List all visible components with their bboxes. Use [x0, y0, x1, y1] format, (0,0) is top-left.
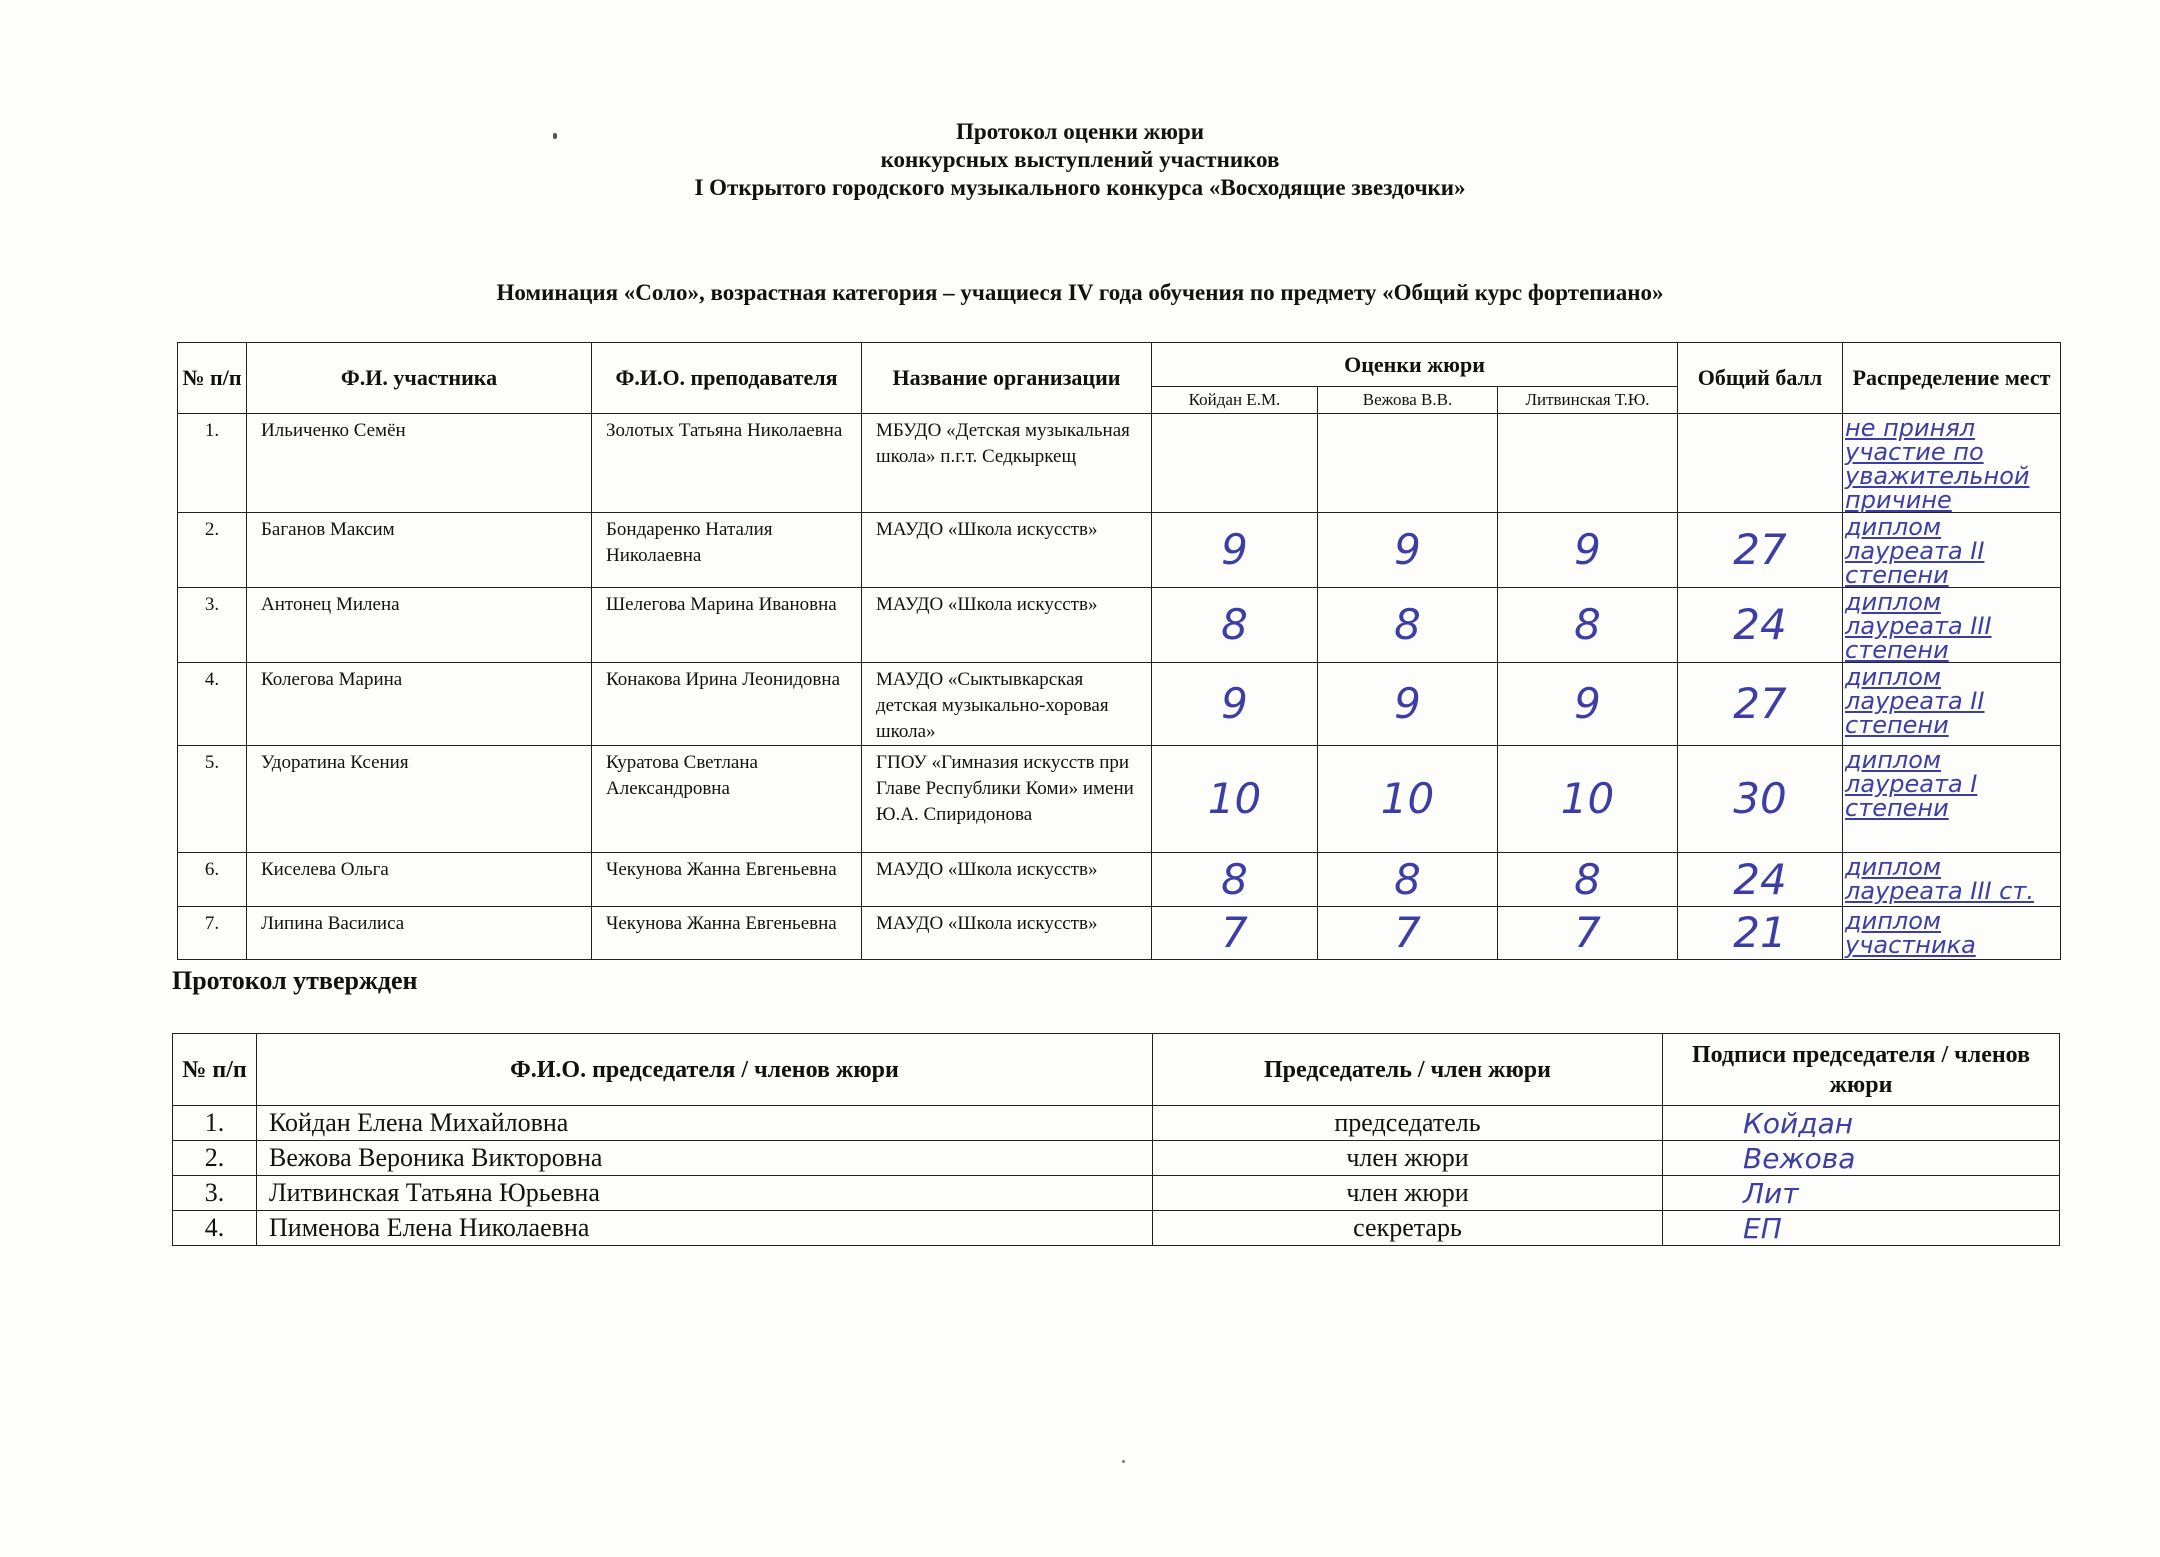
score-juror-1: 10 [1152, 746, 1318, 853]
place-award-text: диплом лауреата III ст. [1845, 853, 2034, 905]
nomination-heading: Номинация «Соло», возрастная категория – учащиеся IV года обучения по предмету «Общий курс фортепиано» [496, 280, 1664, 305]
organization-name: МАУДО «Школа искусств» [862, 907, 1152, 960]
place-award [1843, 414, 2061, 513]
participant-name: Удоратина Ксения [247, 746, 592, 853]
score-juror-2: 9 [1318, 663, 1498, 746]
score-juror-2: 8 [1318, 588, 1498, 663]
participant-name: Ильиченко Семён [247, 414, 592, 513]
score-juror-1: 8 [1152, 588, 1318, 663]
score-juror-1 [1152, 414, 1318, 513]
title-line-3: I Открытого городского музыкального конкурса «Восходящие звездочки» [694, 175, 1466, 200]
row-num: 2. [178, 513, 247, 588]
score-juror-1: 7 [1152, 907, 1318, 960]
score-juror-2 [1318, 414, 1498, 513]
stray-dot [1122, 1460, 1125, 1463]
jury-row [173, 1211, 2060, 1246]
jury-num: 2. [173, 1141, 257, 1176]
header-place: Распределение мест [1843, 343, 2061, 414]
place-award [1843, 907, 2061, 960]
jury-name: Вежова Вероника Викторовна [257, 1141, 1153, 1176]
document-title [0, 118, 2160, 202]
jury-header-role: Председатель / член жюри [1153, 1034, 1663, 1106]
row-num: 1. [178, 414, 247, 513]
header-juror-3: Литвинская Т.Ю. [1498, 387, 1678, 414]
place-award [1843, 513, 2061, 588]
participant-name: Липина Василиса [247, 907, 592, 960]
header-scores: Оценки жюри [1152, 343, 1678, 387]
total-score: 30 [1678, 746, 1843, 853]
score-juror-3: 10 [1498, 746, 1678, 853]
organization-name: МАУДО «Школа искусств» [862, 588, 1152, 663]
score-juror-2: 7 [1318, 907, 1498, 960]
row-num: 7. [178, 907, 247, 960]
teacher-name: Золотых Татьяна Николаевна [592, 414, 862, 513]
table-row [178, 588, 2061, 663]
table-row [178, 907, 2061, 960]
row-num: 4. [178, 663, 247, 746]
organization-name: ГПОУ «Гимназия искусств при Главе Республики Коми» имени Ю.А. Спиридонова [862, 746, 1152, 853]
title-line-1: Протокол оценки жюри [956, 119, 1204, 144]
teacher-name: Чекунова Жанна Евгеньевна [592, 907, 862, 960]
jury-num: 4. [173, 1211, 257, 1246]
signature: Вежова [1663, 1141, 2060, 1176]
jury-row [173, 1106, 2060, 1141]
jury-table [172, 1033, 2060, 1246]
place-award-text: диплом лауреата I степени [1845, 746, 1978, 822]
jury-name: Литвинская Татьяна Юрьевна [257, 1176, 1153, 1211]
total-score [1678, 414, 1843, 513]
place-award-text: диплом лауреата III степени [1845, 588, 1992, 664]
jury-name: Пименова Елена Николаевна [257, 1211, 1153, 1246]
score-juror-3: 9 [1498, 663, 1678, 746]
score-juror-3: 7 [1498, 907, 1678, 960]
jury-header-name: Ф.И.О. председателя / членов жюри [257, 1034, 1153, 1106]
header-juror-1: Койдан Е.М. [1152, 387, 1318, 414]
score-juror-2: 10 [1318, 746, 1498, 853]
jury-name: Койдан Елена Михайловна [257, 1106, 1153, 1141]
table-row [178, 513, 2061, 588]
row-num: 6. [178, 853, 247, 907]
total-score: 24 [1678, 853, 1843, 907]
place-award [1843, 588, 2061, 663]
place-award [1843, 746, 2061, 853]
jury-role: председатель [1153, 1106, 1663, 1141]
table-row [178, 414, 2061, 513]
row-num: 3. [178, 588, 247, 663]
header-total: Общий балл [1678, 343, 1843, 414]
organization-name: МАУДО «Сыктывкарская детская музыкально-хоровая школа» [862, 663, 1152, 746]
score-juror-3: 8 [1498, 588, 1678, 663]
table-row [178, 746, 2061, 853]
jury-header-signature: Подписи председателя / членов жюри [1663, 1034, 2060, 1106]
jury-role: член жюри [1153, 1141, 1663, 1176]
jury-num: 3. [173, 1176, 257, 1211]
organization-name: МАУДО «Школа искусств» [862, 513, 1152, 588]
participant-name: Антонец Милена [247, 588, 592, 663]
results-table [177, 342, 2061, 960]
teacher-name: Куратова Светлана Александровна [592, 746, 862, 853]
place-award [1843, 853, 2061, 907]
table-row [178, 663, 2061, 746]
teacher-name: Шелегова Марина Ивановна [592, 588, 862, 663]
header-participant: Ф.И. участника [247, 343, 592, 414]
score-juror-1: 9 [1152, 513, 1318, 588]
organization-name: МАУДО «Школа искусств» [862, 853, 1152, 907]
score-juror-2: 9 [1318, 513, 1498, 588]
header-organization: Название организации [862, 343, 1152, 414]
signature: Лит [1663, 1176, 2060, 1211]
teacher-name: Бондаренко Наталия Николаевна [592, 513, 862, 588]
teacher-name: Чекунова Жанна Евгеньевна [592, 853, 862, 907]
jury-num: 1. [173, 1106, 257, 1141]
score-juror-3 [1498, 414, 1678, 513]
participant-name: Баганов Максим [247, 513, 592, 588]
score-juror-1: 9 [1152, 663, 1318, 746]
jury-row [173, 1176, 2060, 1211]
jury-row [173, 1141, 2060, 1176]
jury-role: член жюри [1153, 1176, 1663, 1211]
place-award-text: диплом лауреата II степени [1845, 513, 1985, 589]
signature: Койдан [1663, 1106, 2060, 1141]
place-award [1843, 663, 2061, 746]
total-score: 24 [1678, 588, 1843, 663]
row-num: 5. [178, 746, 247, 853]
signature: ЕП [1663, 1211, 2060, 1246]
jury-header-num: № п/п [173, 1034, 257, 1106]
title-line-2: конкурсных выступлений участников [880, 147, 1280, 172]
header-num: № п/п [178, 343, 247, 414]
place-award-text: не принял участие по уважительной причине [1845, 414, 2030, 514]
participant-name: Киселева Ольга [247, 853, 592, 907]
organization-name: МБУДО «Детская музыкальная школа» п.г.т. Седкыркещ [862, 414, 1152, 513]
table-row [178, 853, 2061, 907]
total-score: 27 [1678, 513, 1843, 588]
score-juror-3: 8 [1498, 853, 1678, 907]
jury-role: секретарь [1153, 1211, 1663, 1246]
score-juror-3: 9 [1498, 513, 1678, 588]
score-juror-1: 8 [1152, 853, 1318, 907]
approved-heading: Протокол утвержден [172, 966, 418, 995]
total-score: 27 [1678, 663, 1843, 746]
participant-name: Колегова Марина [247, 663, 592, 746]
teacher-name: Конакова Ирина Леонидовна [592, 663, 862, 746]
header-juror-2: Вежова В.В. [1318, 387, 1498, 414]
place-award-text: диплом участника [1845, 907, 1976, 959]
place-award-text: диплом лауреата II степени [1845, 663, 1985, 739]
total-score: 21 [1678, 907, 1843, 960]
score-juror-2: 8 [1318, 853, 1498, 907]
header-teacher: Ф.И.О. преподавателя [592, 343, 862, 414]
